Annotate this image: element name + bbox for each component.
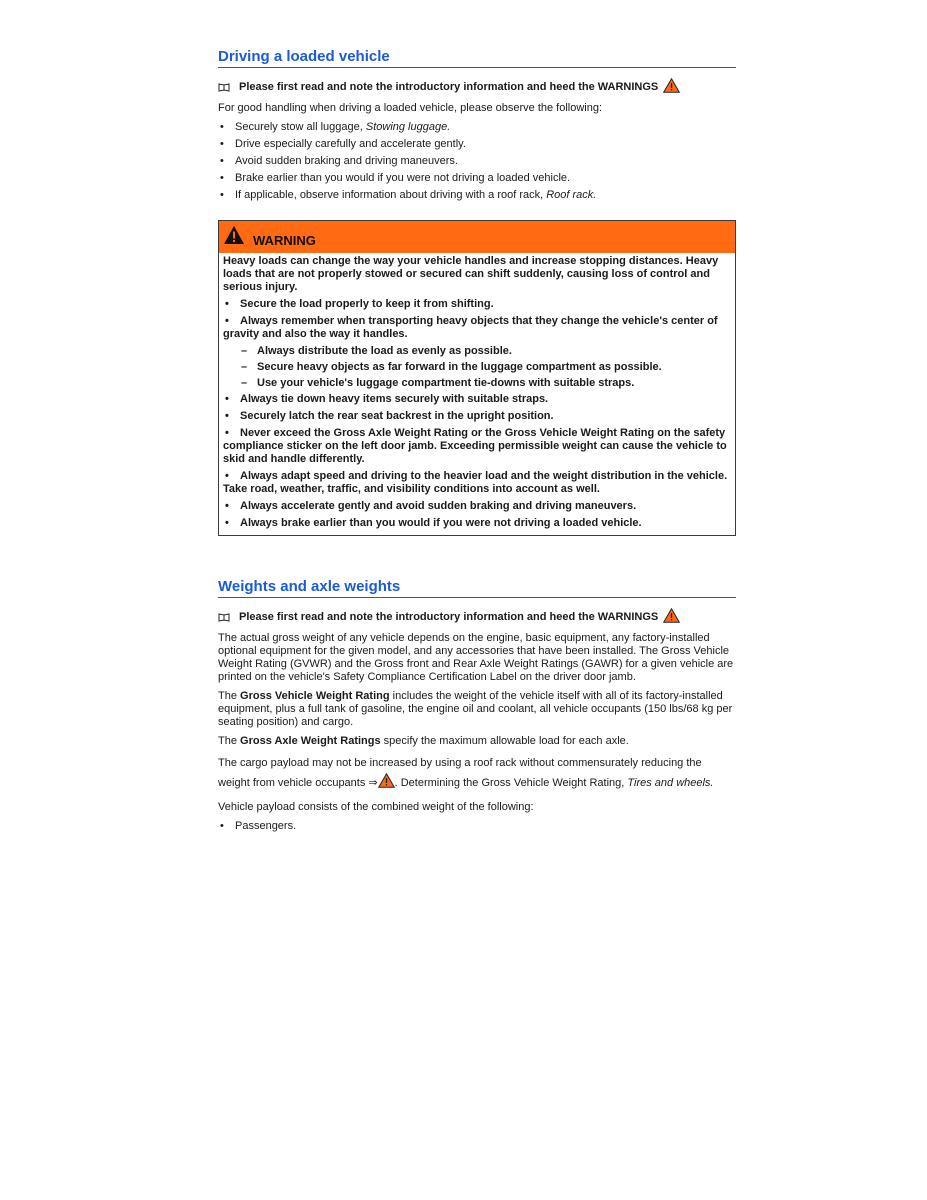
intro-text: Please first read and note the introductory information and heed the WARNINGS xyxy=(239,611,659,623)
paragraph: The Gross Axle Weight Ratings specify the maximum allowable load for each axle. xyxy=(218,735,629,747)
paragraph: The actual gross weight of any vehicle depends on the engine, basic equipment, any factory-installed optional equipment for the given model, and any accessories that have been installed. The Gross Vehicle Weight Rating (GVWR) and the Gross front and Rear Axle Weight Ratings (GAWR) for a given vehicle are printed on the vehicle's Safety Compliance Certification Label on the driver door jamb. xyxy=(218,632,734,683)
warning-triangle-icon xyxy=(663,78,680,96)
warning-dash-item: – Secure heavy objects as far forward in the luggage compartment as possible. xyxy=(223,361,731,374)
intro-note xyxy=(218,608,736,626)
book-icon xyxy=(218,83,230,92)
warning-bullet: • Secure the load properly to keep it from shifting. xyxy=(223,298,731,311)
cross-reference-link[interactable]: Tires and wheels. xyxy=(627,777,714,789)
warning-bullet: • Always accelerate gently and avoid sudden braking and driving maneuvers. xyxy=(223,500,731,513)
section-weights xyxy=(218,578,736,833)
lead-paragraph: For good handling when driving a loaded vehicle, please observe the following: xyxy=(218,102,603,114)
warning-dash-item: – Always distribute the load as evenly as possible. xyxy=(223,345,731,358)
warning-bullet: • Always adapt speed and driving to the heavier load and the weight distribution in the vehicle. Take road, weather, traffic, and visibility conditions into account as well. xyxy=(223,470,731,496)
intro-text: Please first read and note the introductory information and heed the WARNINGS xyxy=(239,81,659,93)
warning-triangle-icon xyxy=(663,608,680,626)
warning-bullet: • Always remember when transporting heavy objects that they change the vehicle's center of gravity and also the way it handles. xyxy=(223,315,731,341)
handling-list xyxy=(218,121,736,202)
payload-list xyxy=(218,820,736,833)
list-item: • Avoid sudden braking and driving maneuvers. xyxy=(218,155,736,168)
warning-header xyxy=(219,221,735,253)
warning-triangle-icon[interactable] xyxy=(378,773,395,795)
list-item: • Securely stow all luggage, Stowing luggage. xyxy=(218,121,736,134)
document-page xyxy=(218,48,736,837)
book-icon xyxy=(218,613,230,622)
list-item: • Passengers. xyxy=(218,820,736,833)
intro-note xyxy=(218,78,736,96)
list-item: • If applicable, observe information about driving with a roof rack, Roof rack. xyxy=(218,189,736,202)
warning-box xyxy=(218,220,736,536)
warning-bullet: • Always brake earlier than you would if you were not driving a loaded vehicle. xyxy=(223,517,731,530)
warning-label: WARNING xyxy=(253,232,316,248)
warning-bullet: • Never exceed the Gross Axle Weight Rating or the Gross Vehicle Weight Rating on the safety compliance sticker on the left door jamb. Exceeding permissible weight can cause the vehicle to skid and handle differently. xyxy=(223,427,731,466)
warning-bullet: • Securely latch the rear seat backrest in the upright position. xyxy=(223,410,731,423)
warning-triangle-icon xyxy=(223,225,245,250)
section-title-weights: Weights and axle weights xyxy=(218,578,736,598)
warning-bullet: • Always tie down heavy items securely with suitable straps. xyxy=(223,393,731,406)
paragraph: The cargo payload may not be increased by using a roof rack without commensurately reducing the weight from vehicle occupants ⇒ . Determining the Gross Vehicle Weight Rating, Tires and wheels. xyxy=(218,754,736,795)
paragraph: The Gross Vehicle Weight Rating includes the weight of the vehicle itself with all of its factory-installed equipment, plus a full tank of gasoline, the engine oil and coolant, all vehicle occupants (150 lbs/68 kg per seating position) and cargo. xyxy=(218,690,733,728)
section-title-driving-loaded: Driving a loaded vehicle xyxy=(218,48,736,68)
paragraph: Vehicle payload consists of the combined weight of the following: xyxy=(218,801,534,813)
list-item: • Drive especially carefully and accelerate gently. xyxy=(218,138,736,151)
cross-reference-link[interactable]: Roof rack. xyxy=(546,189,597,201)
list-item: • Brake earlier than you would if you were not driving a loaded vehicle. xyxy=(218,172,736,185)
warning-body xyxy=(219,253,735,535)
warning-lead: Heavy loads can change the way your vehicle handles and increase stopping distances. Heavy loads that are not properly stowed or secured can shift suddenly, causing loss of control and serious injury. xyxy=(223,255,719,293)
warning-dash-item: – Use your vehicle's luggage compartment tie-downs with suitable straps. xyxy=(223,377,731,390)
cross-reference-link[interactable]: Stowing luggage. xyxy=(365,121,451,133)
